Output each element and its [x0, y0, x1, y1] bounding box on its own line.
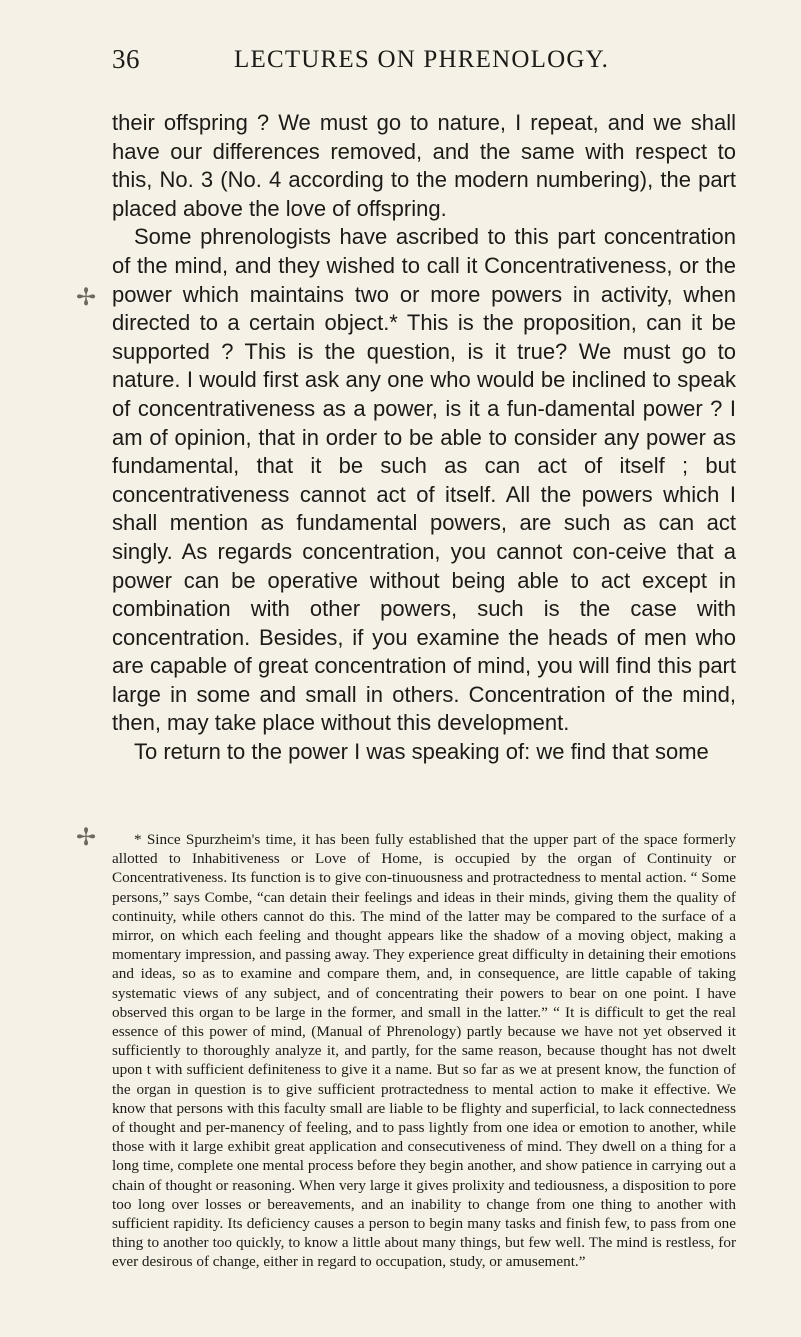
main-text: [112, 109, 736, 767]
footnote-paragraph: * Since Spurzheim's time, it has been fully established that the upper part of the space formerly allotted to Inhabitiveness or Love of Home, is occupied by the organ of Continuity or Concentrativeness. Its function is to give con-tinuousness and protractedness to mental action. “ Some persons,” says Combe, “can detain their feelings and ideas in their minds, giving them the quality of continuity, while others cannot do this. The mind of the latter may be compared to the surface of a mirror, on which each feeling and thought appears like the shadow of a moving object, making a momentary impression, and passing away. They experience great difficulty in detaining their emotions and ideas, so as to examine and compare them, and, in consequence, are little capable of taking systematic views of any subject, and of concentrating their powers to bear on one point. I have observed this organ to be large in the former, and small in the latter.” “ It is difficult to get the real essence of this power of mind, (Manual of Phrenology) partly because we have not yet observed it sufficiently to thoroughly analyze it, and partly, for the same reason, because thought has not dwelt upon t with sufficient definiteness to give it a name. But so far as we at present know, the function of the organ in question is to give sufficient protractedness to mental action to make it effective. We know that persons with this faculty small are liable to be flighty and superficial, to lack connectedness of thought and per-manency of feeling, and to pass lightly from one idea or emotion to another, while those with it large exhibit great application and consecutiveness of mind. They dwell on a thing for a long time, complete one mental process before they begin another, and show patience in carrying out a chain of thought or reasoning. When very large it gives prolixity and tediousness, a disposition to pore too long over losses or bereavements, and an inability to change from one thing to another with sufficient rapidity. Its deficiency causes a person to begin many tasks and finish few, to pass from one thing to another too quickly, to know a little about many things, but few well. The mind is restless, for ever desirous of change, either in regard to occupation, study, or amusement.”: [112, 831, 736, 1271]
margin-pencil-mark-icon: ✢: [76, 283, 97, 311]
footnote: [112, 830, 736, 1272]
body-paragraph: Some phrenologists have ascribed to this part concentration of the mind, and they wished to call it Concentrativeness, or the power which maintains two or more powers in activity, when directed to a certain object.* This is the proposition, can it be supported ? This is the question, is it true? We must go to nature. I would first ask any one who would be inclined to speak of concentrativeness as a power, is it a fun-damental power ? I am of opinion, that in order to be able to consider any power as fundamental, that it be such as can act of itself ; but concentrativeness cannot act of itself. All the powers which I shall mention as fundamental powers, are such as can act singly. As regards concentration, you cannot con-ceive that a power can be operative without being able to act except in combination with other powers, such is the case with concentration. Besides, if you examine the heads of men who are capable of great concentration of mind, you will find this part large in some and small in others. Concentration of the mind, then, may take place without this development.: [112, 224, 736, 736]
body-paragraph: their offspring ? We must go to nature, I repeat, and we shall have our differences removed, and the same with respect to this, No. 3 (No. 4 according to the modern numbering), the part placed above the love of offspring.: [112, 110, 736, 221]
running-head: [112, 44, 732, 84]
page-number: 36: [112, 44, 140, 74]
margin-pencil-mark-icon: ✢: [76, 823, 97, 851]
running-title: LECTURES ON PHRENOLOGY.: [234, 46, 610, 73]
body-paragraph: To return to the power I was speaking of: we find that some: [134, 739, 709, 765]
